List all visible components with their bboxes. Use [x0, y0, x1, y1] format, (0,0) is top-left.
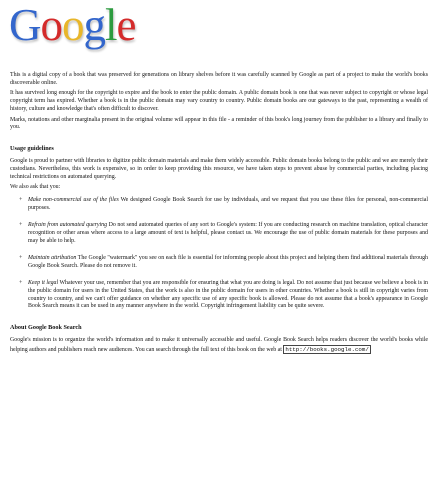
guideline-item: [19, 254, 428, 271]
guideline-text: Whatever your use, remember that you are responsible for ensuring that what you are doing is legal. Do not assume that just because we believe a book is in the public domain for users in the United States, that the work is also in the public domain for users in other countries. Whether a book is still in copyright varies from country to country, and we can't offer guidance on whether any specific use of any specific book is allowed. Please do not assume that a book's appearance in Google Book Search means it can be used in any manner anywhere in the world. Copyright infringement liability can be quite severe.: [28, 279, 428, 310]
logo-letter: G: [9, 0, 41, 50]
about-heading: About Google Book Search: [10, 324, 82, 332]
guideline-text: The Google "watermark" you see on each file is essential for informing people about this project and helping them find additional materials through Google Book Search. Please do not remove it.: [28, 254, 428, 269]
guideline-text: Do not send automated queries of any sort to Google's system: If you are conducting research on machine translation, optical character recognition or other areas where access to a large amount of text is helpful, please contact us. We encourage the use of public domain materials for these purposes and may be able to help.: [28, 222, 428, 244]
intro-paragraph: This is a digital copy of a book that was preserved for generations on library shelves before it was carefully scanned by Google as part of a project to make the world's books discoverable online.: [10, 72, 428, 86]
usage-paragraph: Google is proud to partner with libraries to digitize public domain materials and make them widely accessible. Public domain books belong to the public and we are merely their custodians. Nevertheless, this work is expensive, so in order to keep providing this resource, we have taken steps to prevent abuse by commercial parties, including placing technical restrictions on automated querying.: [10, 158, 428, 181]
guideline-title: Maintain attribution: [28, 254, 77, 261]
logo-letter: o: [62, 0, 84, 50]
guideline-text: We designed Google Book Search for use by individuals, and we request that you use these files for personal, non-commercial purposes.: [28, 197, 428, 212]
intro-paragraph: It has survived long enough for the copyright to expire and the book to enter the public domain. A public domain book is one that was never subject to copyright or whose legal copyright term has expired. Whether a book is in the public domain may vary country to country. Public domain books are our gateways to the past, representing a wealth of history, culture and knowledge that's often difficult to discover.: [10, 90, 428, 113]
guideline-title: Make non-commercial use of the files: [28, 197, 119, 204]
plus-bullet-icon: +: [19, 197, 23, 204]
plus-bullet-icon: +: [19, 254, 23, 261]
intro-paragraph: Marks, notations and other marginalia present in the original volume will appear in this file - a reminder of this book's long journey from the publisher to a library and finally to you.: [10, 116, 428, 131]
notice-content: [10, 72, 428, 358]
ask-line: We also ask that you:: [10, 184, 61, 191]
plus-bullet-icon: +: [19, 279, 23, 286]
guidelines-list: [10, 197, 428, 311]
guideline-item: [19, 222, 428, 246]
guideline-title: Refrain from automated querying: [28, 222, 108, 229]
guideline-item: [19, 279, 428, 312]
google-logo: [9, 1, 136, 49]
books-url-link[interactable]: http://books.google.com/: [285, 346, 369, 354]
about-paragraph: [10, 337, 428, 355]
logo-letter: e: [116, 0, 136, 50]
logo-letter: l: [105, 0, 117, 50]
logo-letter: o: [40, 0, 62, 50]
plus-bullet-icon: +: [19, 222, 23, 229]
about-text: Google's mission is to organize the world's information and to make it universally accessible and useful. Google Book Search helps readers discover the world's books while helping authors and publishers reach new audiences. You can search through the full text of this book on the web at: [10, 337, 428, 354]
logo-letter: g: [83, 0, 105, 50]
guideline-item: [19, 197, 428, 213]
guideline-title: Keep it legal: [28, 279, 59, 286]
usage-heading: Usage guidelines: [10, 145, 54, 153]
